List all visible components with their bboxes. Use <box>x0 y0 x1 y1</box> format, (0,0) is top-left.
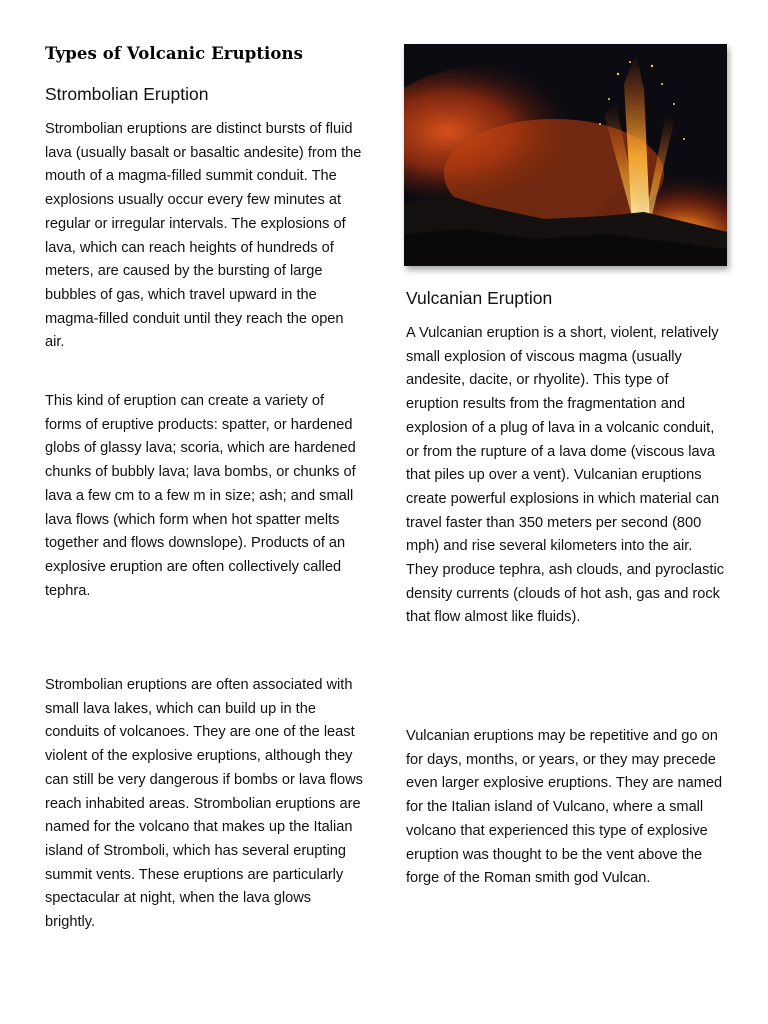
volcano-eruption-photo <box>404 44 727 266</box>
strombolian-heading: Strombolian Eruption <box>45 84 209 104</box>
document-title: Types of Volcanic Eruptions <box>45 44 304 63</box>
vulcanian-heading: Vulcanian Eruption <box>406 288 553 308</box>
strombolian-paragraph-1: Strombolian eruptions are distinct bursts of fluid lava (usually basalt or basaltic andesite) from the mouth of a magma-filled summit conduit. The explosions usually occur every few minutes at regular or irregular intervals. The explosions of lava, which can reach heights of hundreds of meters, are caused by the bursting of large bubbles of gas, which travel upward in the magma-filled conduit until they reach the open air. <box>45 121 362 351</box>
strombolian-paragraph-2: This kind of eruption can create a variety of forms of eruptive products: spatter, or hardened globs of glassy lava; scoria, which are hardened chunks of bubbly lava; lava bombs, or chunks of lava a few cm to a few m in size; ash; and small lava flows (which form when hot spatter melts together and flows downslope). Products of an explosive eruption are often collectively called tephra. <box>45 393 356 599</box>
vulcanian-paragraph-1: A Vulcanian eruption is a short, violent, relatively small explosion of viscous magma (usually andesite, dacite, or rhyolite). This type of eruption results from the fragmentation and explosion of a plug of lava in a volcanic conduit, or from the rupture of a lava dome (viscous lava that piles up over a vent). Vulcanian eruptions create powerful explosions in which material can travel faster than 350 meters per second (800 mph) and rise several kilometers into the air. They produce tephra, ash clouds, and pyroclastic density currents (clouds of hot ash, gas and rock that flow almost like fluids). <box>406 325 724 626</box>
vulcanian-paragraph-2: Vulcanian eruptions may be repetitive and go on for days, months, or years, or they may precede even larger explosive eruptions. They are named for the Italian island of Vulcano, where a small volcano that experienced this type of explosive eruption was thought to be the vent above the forge of the Roman smith god Vulcan. <box>406 728 723 887</box>
strombolian-paragraph-3: Strombolian eruptions are often associated with small lava lakes, which can build up in the conduits of volcanoes. They are one of the least violent of the explosive eruptions, although they can still be very dangerous if bombs or lava flows reach inhabited areas. Strombolian eruptions are named for the volcano that makes up the Italian island of Stromboli, which has several erupting summit vents. These eruptions are particularly spectacular at night, when the lava glows brightly. <box>45 677 363 931</box>
